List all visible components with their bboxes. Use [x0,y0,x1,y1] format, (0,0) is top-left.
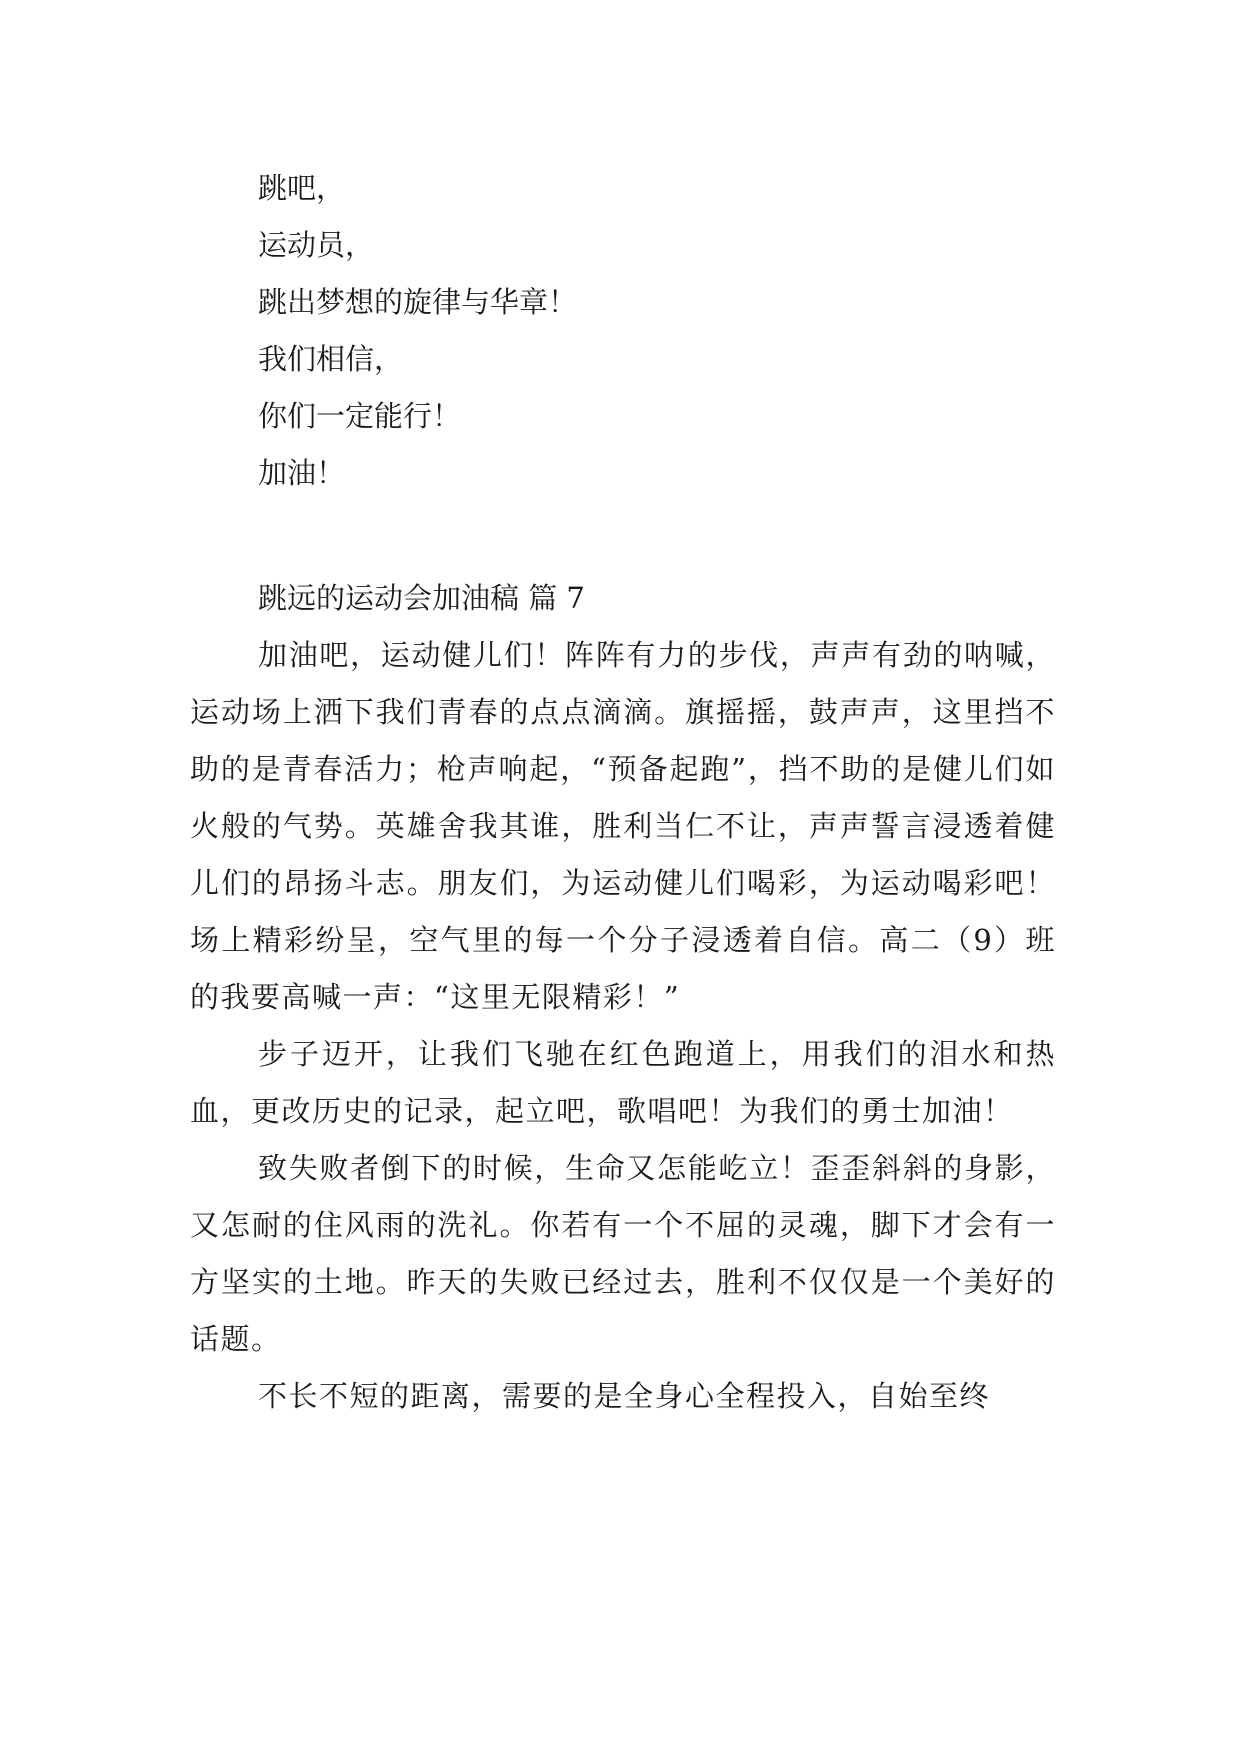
verse-line: 跳出梦想的旋律与华章！ [258,285,578,319]
verse-line: 你们一定能行！ [258,399,462,433]
paragraph: 步子迈开，让我们飞驰在红色跑道上，用我们的泪水和热血，更改历史的记录，起立吧，歌唱吧！为我们的勇士加油！ [190,1037,1056,1128]
verse-line: 运动员， [258,228,375,262]
paragraph: 不长不短的距离，需要的是全身心全程投入，自始至终 [258,1379,991,1413]
verse-block [258,160,1058,502]
verse-line: 我们相信， [258,342,404,376]
section-heading: 跳远的运动会加油稿 篇 7 [258,581,585,615]
paragraph: 加油吧，运动健儿们！阵阵有力的步伐，声声有劲的呐喊，运动场上洒下我们青春的点点滴滴。旗摇摇，鼓声声，这里挡不助的是青春活力；枪声响起，“预备起跑”，挡不助的是健儿们如火般的气势。英雄舍我其谁，胜利当仁不让，声声誓言浸透着健儿们的昂扬斗志。朋友们，为运动健儿们喝彩，为运动喝彩吧！场上精彩纷呈，空气里的每一个分子浸透着自信。高二（9）班的我要高喊一声：“这里无限精彩！” [190,638,1056,1014]
verse-line: 加油！ [258,456,346,490]
paragraph: 致失败者倒下的时候，生命又怎能屹立！歪歪斜斜的身影，又怎耐的住风雨的洗礼。你若有一个不屈的灵魂，脚下才会有一方坚实的土地。昨天的失败已经过去，胜利不仅仅是一个美好的话题。 [190,1151,1056,1356]
verse-line: 跳吧， [258,171,346,205]
body-text [190,627,1056,1425]
